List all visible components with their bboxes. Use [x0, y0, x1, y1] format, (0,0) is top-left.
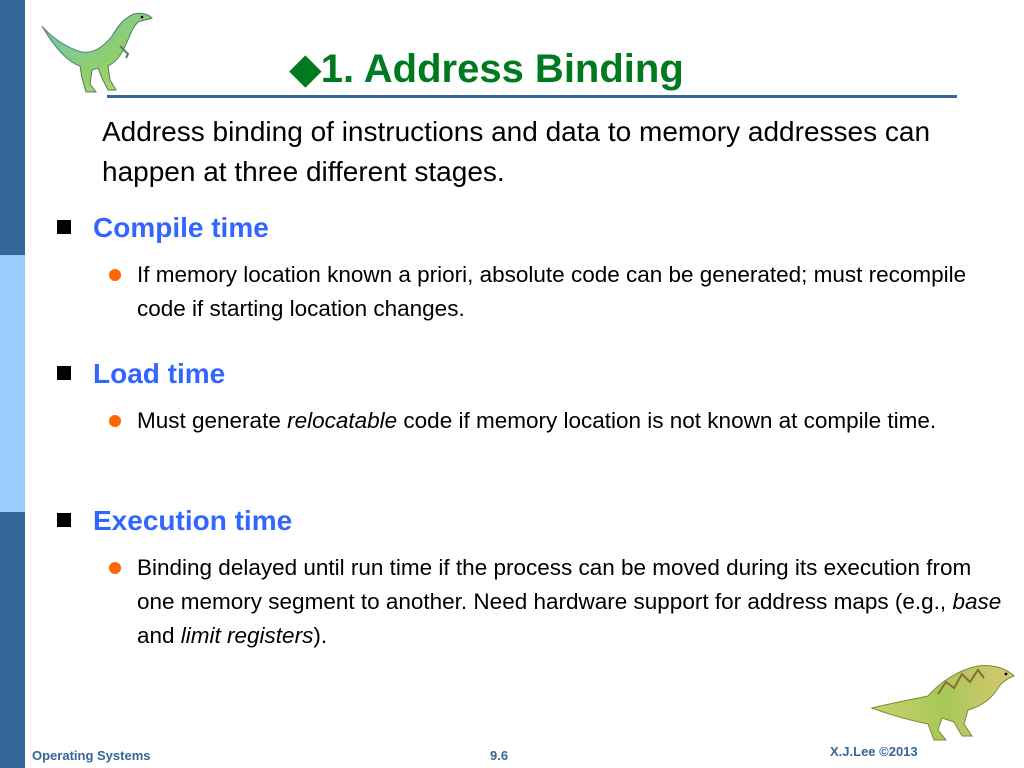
sidebar-stripe — [0, 0, 25, 768]
bullet-emphasis-limit-registers: limit registers — [180, 623, 314, 648]
square-bullet-icon — [57, 220, 71, 234]
bullet-item — [137, 258, 1007, 326]
dinosaur-icon — [868, 660, 1018, 742]
section-heading — [55, 354, 1005, 394]
bullet-text-part1: Binding delayed until run time if the process can be moved during its execution from one memory segment to another. Need hardware support for address maps (e.g., — [137, 555, 972, 614]
round-bullet-icon — [109, 269, 121, 281]
page-title — [290, 44, 790, 94]
footer-copyright: X.J.Lee ©2013 — [830, 744, 918, 759]
intro-paragraph: Address binding of instructions and data to memory addresses can happen at three different stages. — [102, 116, 931, 187]
section-heading — [55, 501, 1005, 541]
title-divider — [107, 95, 957, 98]
section-compile-time — [55, 208, 1005, 326]
sidebar-segment-bottom — [0, 512, 25, 768]
section-heading-text: Execution time — [93, 505, 293, 536]
sidebar-segment-top — [0, 0, 25, 255]
square-bullet-icon — [57, 366, 71, 380]
bullet-text-start: Must generate — [137, 408, 288, 433]
footer-course-name: Operating Systems — [32, 748, 151, 763]
bullet-item — [137, 404, 1007, 438]
dinosaur-icon — [36, 6, 158, 96]
sidebar-segment-middle — [0, 255, 25, 512]
square-bullet-icon — [57, 513, 71, 527]
section-load-time — [55, 354, 1005, 438]
round-bullet-icon — [109, 415, 121, 427]
bullet-emphasis-base: base — [952, 589, 1002, 614]
footer-slide-number: 9.6 — [490, 748, 509, 763]
diamond-icon: ◆ — [290, 47, 321, 91]
section-heading — [55, 208, 1005, 248]
round-bullet-icon — [109, 562, 121, 574]
section-heading-text: Compile time — [93, 212, 269, 243]
bullet-text-end: code if memory location is not known at compile time. — [397, 408, 937, 433]
bullet-text-part3: ). — [313, 623, 328, 648]
bullet-text: If memory location known a priori, absolute code can be generated; must recompile code if starting location changes. — [137, 262, 967, 321]
bullet-text-part2: and — [137, 623, 181, 648]
section-heading-text: Load time — [93, 358, 226, 389]
bullet-item — [137, 551, 1007, 653]
page-title-text: 1. Address Binding — [320, 47, 684, 91]
bullet-emphasis: relocatable — [287, 408, 398, 433]
section-execution-time — [55, 501, 1005, 653]
